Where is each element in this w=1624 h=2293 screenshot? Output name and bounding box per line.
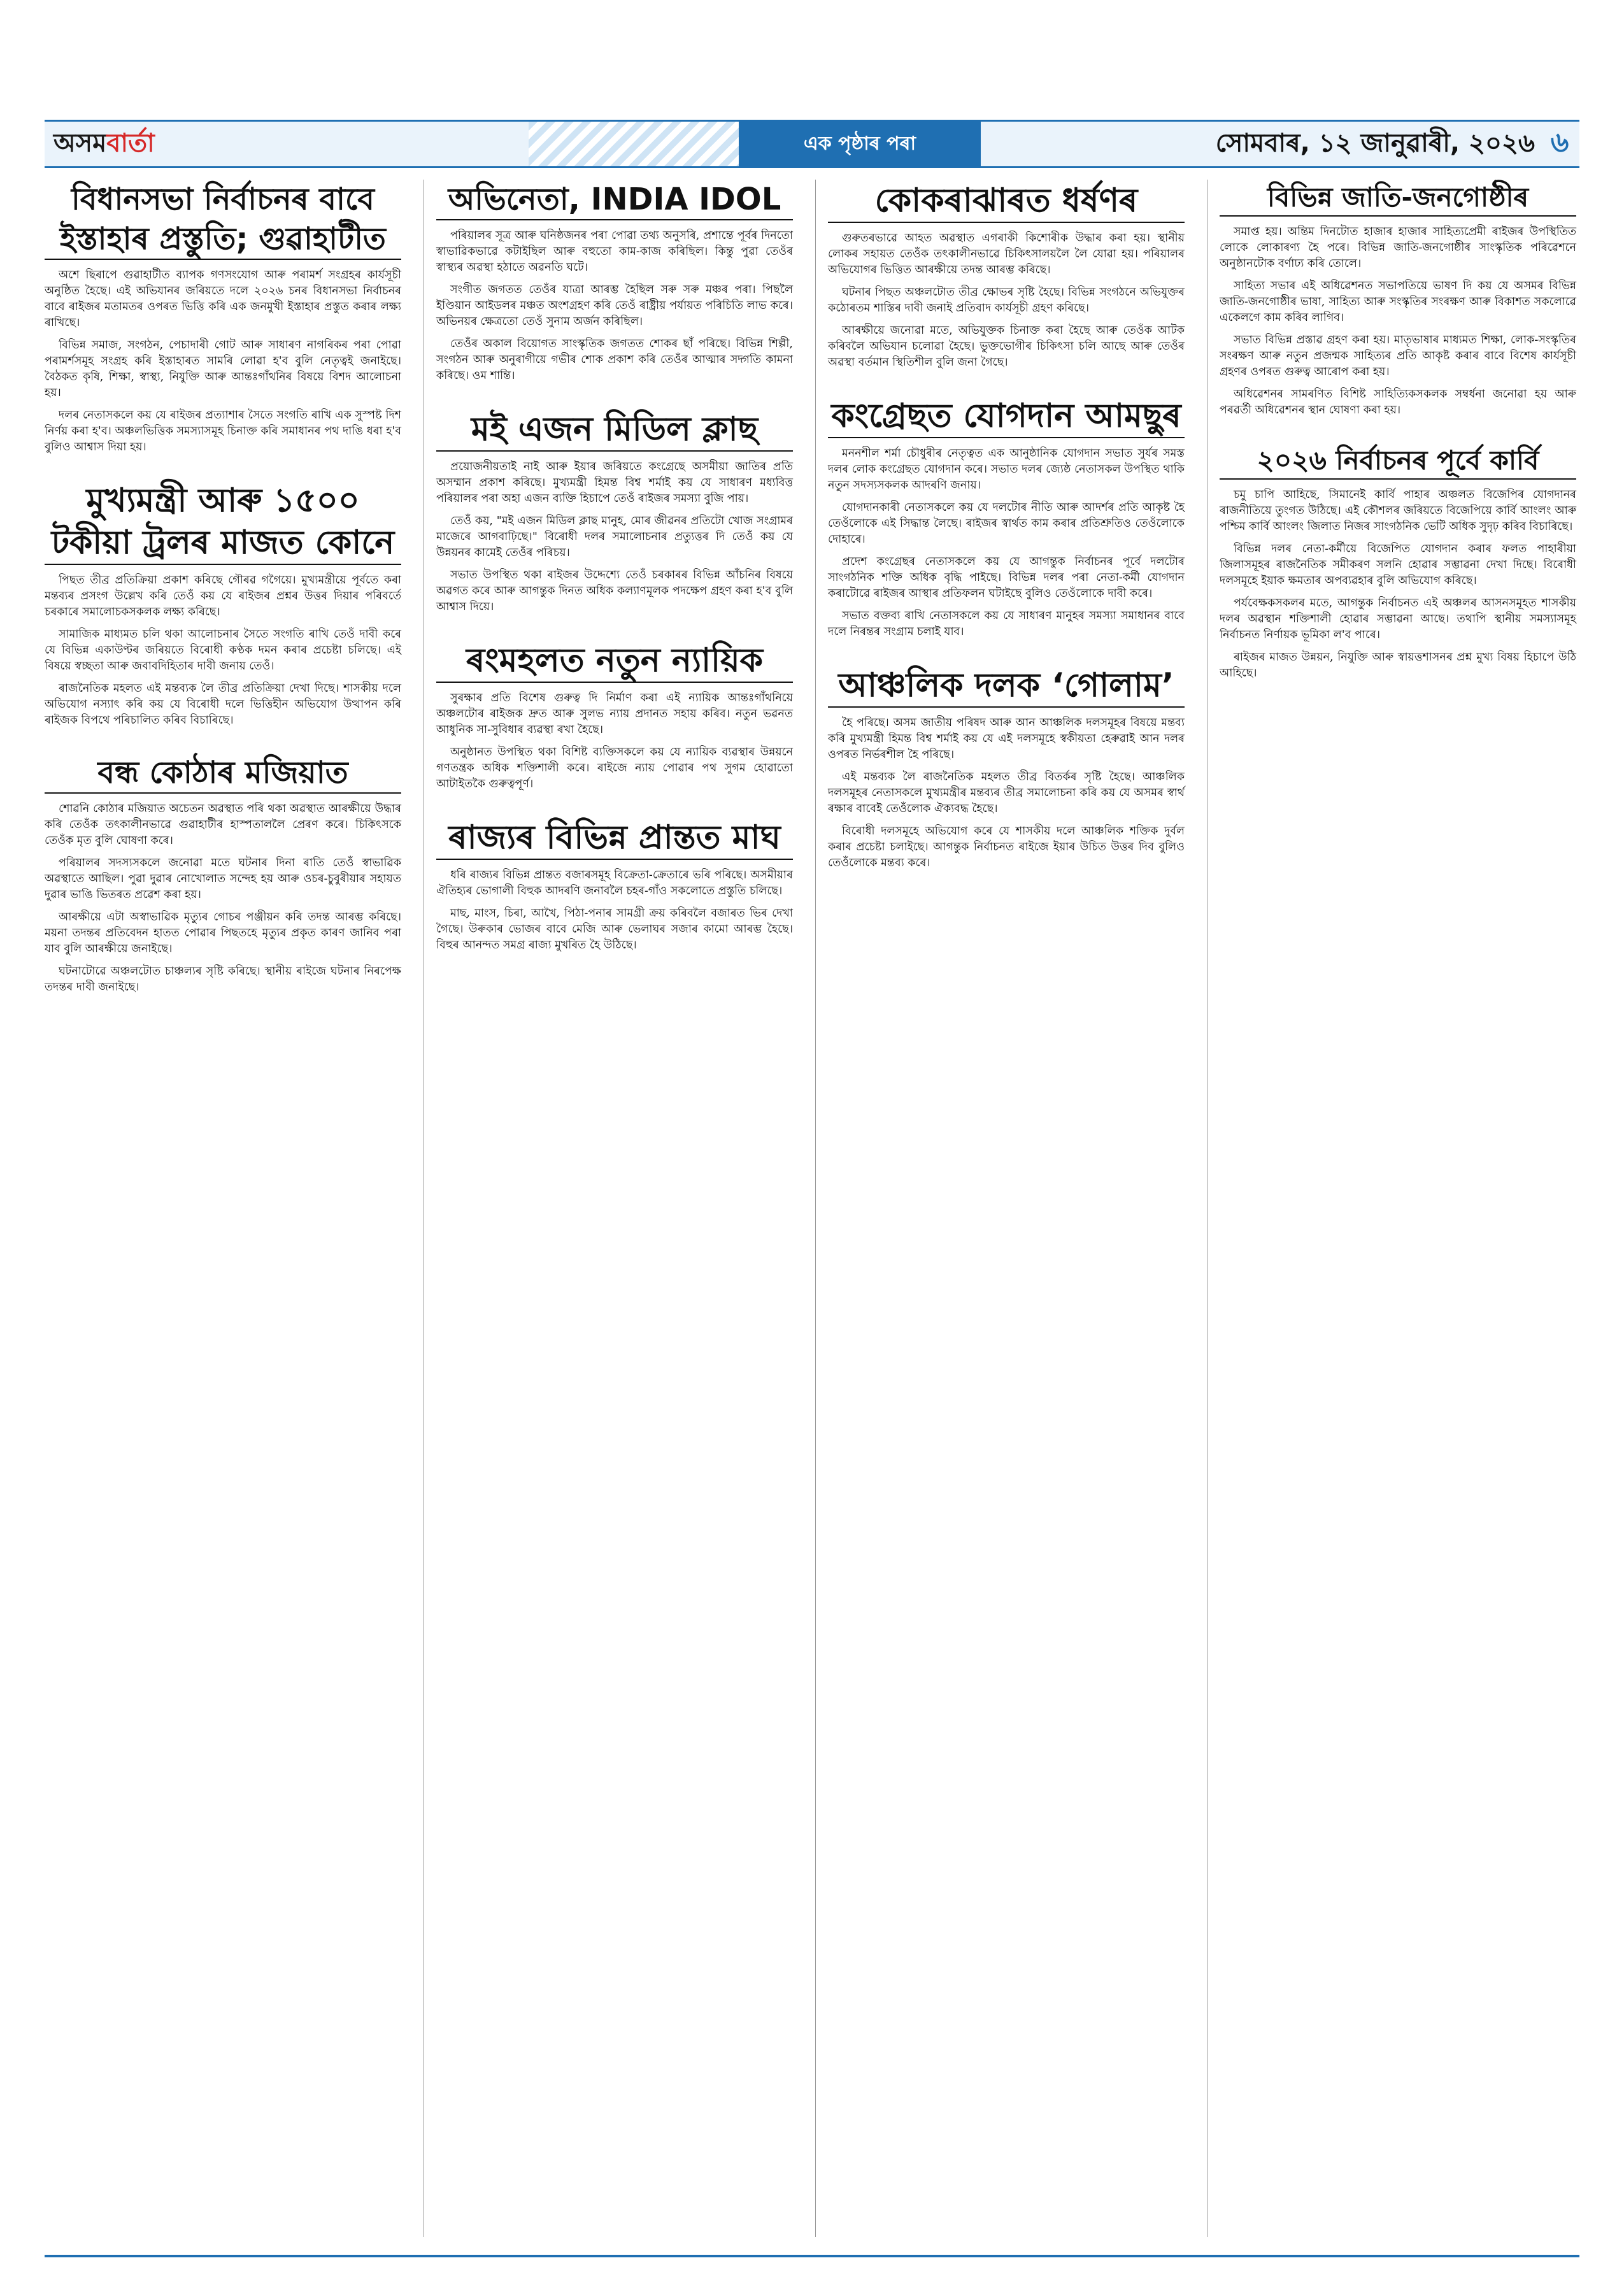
column-3: [828, 180, 1185, 878]
article-paragraph: পিছত তীব্ৰ প্ৰতিক্ৰিয়া প্ৰকাশ কৰিছে গৌৰৱ গগৈয়ে। মুখ্যমন্ত্ৰীয়ে পূৰ্বতে কৰা মন্তব্যৰ প্ৰসংগ উল্লেখ কৰি তেওঁ কয় যে ৰাইজৰ প্ৰশ্নৰ উত্তৰ দিয়াৰ পৰিবৰ্তে চৰকাৰে সমালোচকসকলক লক্ষ্য কৰিছে।: [45, 574, 401, 618]
article-paragraph: আৰক্ষীয়ে এটা অস্বাভাৱিক মৃত্যুৰ গোচৰ পঞ্জীয়ন কৰি তদন্ত আৰম্ভ কৰিছে। ময়না তদন্তৰ প্ৰতিবেদন হাতত পোৱাৰ পিছতহে মৃত্যুৰ প্ৰকৃত কাৰণ জানিব পৰা যাব বুলি আৰক্ষীয়ে জনাইছে।: [45, 911, 401, 955]
headline-regional-parties: আঞ্চলিক দলক ‘গোলাম’: [828, 664, 1185, 708]
column-1: [45, 180, 401, 1002]
article-paragraph: বিভিন্ন দলৰ নেতা-কৰ্মীয়ে বিজেপিত যোগদান কৰাৰ ফলত পাহাৰীয়া জিলাসমূহৰ ৰাজনৈতিক সমীকৰণ সলনি হোৱাৰ সম্ভাৱনা দেখা দিছে। বিৰোধী দলসমূহে ইয়াক ক্ষমতাৰ অপব্যৱহাৰ বুলি অভিযোগ কৰিছে।: [1220, 543, 1576, 587]
headline-middle-class: মই এজন মিডিল ক্লাছ: [436, 408, 793, 452]
article-paragraph: মাছ, মাংস, চিৰা, আখৈ, পিঠা-পনাৰ সামগ্ৰী ক্ৰয় কৰিবলৈ বজাৰত ভিৰ দেখা গৈছে। উৰুকাৰ ভোজৰ বাবে মেজি আৰু ভেলাঘৰ সজাৰ কামো আৰম্ভ হৈছে। বিহুৰ আনন্দত সমগ্ৰ ৰাজ্য মুখৰিত হৈ উঠিছে।: [436, 907, 793, 952]
article-paragraph: শোৱনি কোঠাৰ মজিয়াত অচেতন অৱস্থাত পৰি থকা অৱস্থাত আৰক্ষীয়ে উদ্ধাৰ কৰি তেওঁক তৎকালীনভাৱে গুৱাহাটীৰ হাস্পতাললৈ প্ৰেৰণ কৰে। চিকিৎসকে তেওঁক মৃত বুলি ঘোষণা কৰে।: [45, 803, 401, 847]
logo-part-1: অসম: [53, 128, 107, 158]
issue-date: সোমবাৰ, ১২ জানুৱাৰী, ২০২৬: [1215, 128, 1535, 158]
page-number: ৬: [1550, 125, 1569, 159]
article-paragraph: মননশীল শৰ্মা চৌধুৰীৰ নেতৃত্বত এক আনুষ্ঠানিক যোগদান সভাত সুৰ্যৰ সমস্ত দলৰ লোক কংগ্ৰেছত যোগদান কৰে। সভাত দলৰ জ্যেষ্ঠ নেতাসকল উপস্থিত থাকি নতুন সদস্যসকলক আদৰণি জনায়।: [828, 447, 1185, 492]
article-paragraph: প্ৰদেশ কংগ্ৰেছৰ নেতাসকলে কয় যে আগন্তুক নিৰ্বাচনৰ পূৰ্বে দলটোৰ সাংগঠনিক শক্তি অধিক বৃদ্ধি পাইছে। বিভিন্ন দলৰ পৰা নেতা-কৰ্মী যোগদান কৰাটোৱে ৰাইজৰ আস্থাৰ প্ৰতিফলন ঘটাইছে বুলিও তেওঁলোকে দাবী কৰে।: [828, 555, 1185, 600]
article-paragraph: চমু চাপি আহিছে, সিমানেই কাৰ্বি পাহাৰ অঞ্চলত বিজেপিৰ যোগদানৰ ৰাজনীতিয়ে তুংগত উঠিছে। এই কৌশলৰ জৰিয়তে বিজেপিয়ে কাৰ্বি আংলং আৰু পশ্চিম কাৰ্বি আংলং জিলাত নিজৰ সাংগঠনিক ভেটি অধিক সুদৃঢ় কৰিব বিচাৰিছে।: [1220, 489, 1576, 533]
article-paragraph: ঘটনাৰ পিছত অঞ্চলটোত তীব্ৰ ক্ষোভৰ সৃষ্টি হৈছে। বিভিন্ন সংগঠনে অভিযুক্তৰ কঠোৰতম শাস্তিৰ দাবী জনাই প্ৰতিবাদ কাৰ্যসূচী গ্ৰহণ কৰিছে।: [828, 286, 1185, 315]
column-2: [436, 180, 793, 960]
headline-actor-india-idol: অভিনেতা, INDIA IDOL: [436, 180, 793, 220]
article-paragraph: দলৰ নেতাসকলে কয় যে ৰাইজৰ প্ৰত্যাশাৰ সৈতে সংগতি ৰাখি এক সুস্পষ্ট দিশ নিৰ্ণয় কৰা হ'ব। অঞ্চলভিত্তিক সমস্যাসমূহ চিনাক্ত কৰি সমাধানৰ পথ দাঙি ধৰা হ'ব বুলিও আশ্বাস দিয়া হয়।: [45, 409, 401, 454]
article-paragraph: ৰাজনৈতিক মহলত এই মন্তব্যক লৈ তীব্ৰ প্ৰতিক্ৰিয়া দেখা দিছে। শাসকীয় দলে অভিযোগ নস্যাৎ কৰি কয় যে বিৰোধী দলে ভিত্তিহীন অভিযোগ উত্থাপন কৰি ৰাইজক বিপথে পৰিচালিত কৰিব বিচাৰিছে।: [45, 682, 401, 727]
page-bottom-rule: [45, 2255, 1579, 2257]
article-paragraph: গুৰুতৰভাৱে আহত অৱস্থাত এগৰাকী কিশোৰীক উদ্ধাৰ কৰা হয়। স্থানীয় লোকৰ সহায়ত তেওঁক তৎকালীনভাৱে চিকিৎসালয়লৈ লৈ যোৱা হয়। পৰিয়ালৰ অভিযোগৰ ভিত্তিত আৰক্ষীয়ে তদন্ত আৰম্ভ কৰিছে।: [828, 232, 1185, 276]
article-paragraph: প্ৰয়োজনীয়তাই নাই আৰু ইয়াৰ জৰিয়তে কংগ্ৰেছে অসমীয়া জাতিৰ প্ৰতি অসম্মান প্ৰকাশ কৰিছে। মুখ্যমন্ত্ৰী হিমন্ত বিশ্ব শৰ্মাই কয় যে সাধাৰণ মধ্যবিত্ত পৰিয়ালৰ পৰা অহা এজন ব্যক্তি হিচাপে তেওঁ ৰাইজৰ সমস্যা বুজি পায়।: [436, 461, 793, 505]
article-paragraph: সভাত বিভিন্ন প্ৰস্তাৱ গ্ৰহণ কৰা হয়। মাতৃভাষাৰ মাধ্যমত শিক্ষা, লোক-সংস্কৃতিৰ সংৰক্ষণ আৰু নতুন প্ৰজন্মক সাহিত্যৰ প্ৰতি আকৃষ্ট কৰাৰ বাবে বিশেষ কাৰ্যসূচী গ্ৰহণৰ ওপৰত গুৰুত্ব আৰোপ কৰা হয়।: [1220, 334, 1576, 378]
column-divider: [815, 180, 816, 2237]
article-paragraph: সুৰক্ষাৰ প্ৰতি বিশেষ গুৰুত্ব দি নিৰ্মাণ কৰা এই ন্যায়িক আন্তঃগাঁথনিয়ে অঞ্চলটোৰ ৰাইজক দ্ৰুত আৰু সুলভ ন্যায় প্ৰদানত সহায় কৰিব। নতুন ভৱনত আধুনিক সা-সুবিধাৰ ব্যৱস্থা ৰখা হৈছে।: [436, 692, 793, 736]
article-paragraph: সাহিত্য সভাৰ এই অধিৱেশনত সভাপতিয়ে ভাষণ দি কয় যে অসমৰ বিভিন্ন জাতি-জনগোষ্ঠীৰ ভাষা, সাহিত্য আৰু সংস্কৃতিৰ সংৰক্ষণ আৰু বিকাশত সকলোৱে একেলগে কাম কৰিব লাগিব।: [1220, 280, 1576, 324]
article-paragraph: অনুষ্ঠানত উপস্থিত থকা বিশিষ্ট ব্যক্তিসকলে কয় যে ন্যায়িক ব্যৱস্থাৰ উন্নয়নে গণতন্ত্ৰক অধিক শক্তিশালী কৰে। ৰাইজে ন্যায় পোৱাৰ পথ সুগম হোৱাতো আটাইতকৈ গুৰুত্বপূৰ্ণ।: [436, 746, 793, 790]
article-paragraph: ধৰি ৰাজ্যৰ বিভিন্ন প্ৰান্তত বজাৰসমূহ বিক্ৰেতা-ক্ৰেতাৰে ভৰি পৰিছে। অসমীয়াৰ ঐতিহ্যৰ ভোগালী বিহুক আদৰণি জনাবলৈ চহৰ-গাঁও সকলোতে প্ৰস্তুতি চলিছে।: [436, 869, 793, 897]
article-paragraph: সভাত উপস্থিত থকা ৰাইজৰ উদ্দেশ্যে তেওঁ চৰকাৰৰ বিভিন্ন আঁচনিৰ বিষয়ে অৱগত কৰে আৰু আগন্তুক দিনত অধিক কল্যাণমূলক পদক্ষেপ গ্ৰহণ কৰা হ'ব বুলি আশ্বাস দিয়ে।: [436, 569, 793, 613]
article-paragraph: পৰ্যবেক্ষকসকলৰ মতে, আগন্তুক নিৰ্বাচনত এই অঞ্চলৰ আসনসমূহত শাসকীয় দলৰ অৱস্থান শক্তিশালী হোৱাৰ সম্ভাৱনা আছে। তথাপি স্থানীয় সমস্যাসমূহ নিৰ্বাচনত নিৰ্ণায়ক ভূমিকা ল'ব পাৰে।: [1220, 597, 1576, 641]
article-paragraph: তেওঁৰ অকাল বিয়োগত সাংস্কৃতিক জগতত শোকৰ ছাঁ পৰিছে। বিভিন্ন শিল্পী, সংগঠন আৰু অনুৰাগীয়ে গভীৰ শোক প্ৰকাশ কৰি তেওঁৰ আত্মাৰ সদ্গতি কামনা কৰিছে। ওম শান্তি।: [436, 338, 793, 382]
headline-closed-room: বন্ধ কোঠাৰ মজিয়াত: [45, 753, 401, 794]
headline-ethnic-communities: বিভিন্ন জাতি-জনগোষ্ঠীৰ: [1220, 180, 1576, 217]
masthead: [45, 120, 1579, 168]
article-paragraph: ৰাইজৰ মাজত উন্নয়ন, নিযুক্তি আৰু স্বায়ত্তশাসনৰ প্ৰশ্ন মুখ্য বিষয় হিচাপে উঠি আহিছে।: [1220, 651, 1576, 680]
newspaper-logo: [45, 122, 245, 166]
article-paragraph: অশে ছিৰাপে গুৱাহাটীত ব্যাপক গণসংযোগ আৰু পৰামৰ্শ সংগ্ৰহৰ কাৰ্যসূচী অনুষ্ঠিত হৈছে। এই অভিযানৰ জৰিয়তে দলে ২০২৬ চনৰ বিধানসভা নিৰ্বাচনৰ বাবে ৰাইজৰ মতামতৰ ওপৰত ভিত্তি কৰি এক জনমুখী ইস্তাহাৰ প্ৰস্তুত কৰাৰ লক্ষ্য ৰাখিছে।: [45, 269, 401, 329]
column-4: [1220, 180, 1576, 688]
article-paragraph: পৰিয়ালৰ সূত্ৰ আৰু ঘনিষ্ঠজনৰ পৰা পোৱা তথ্য অনুসৰি, প্ৰশান্তে পূৰ্বৰ দিনতো স্বাভাৱিকভাৱে কটাইছিল আৰু বহুতো কাম-কাজ কৰিছিল। কিন্তু পুৱা তেওঁৰ স্বাস্থ্যৰ অৱস্থা হঠাতে অৱনতি ঘটে।: [436, 229, 793, 274]
article-paragraph: সংগীত জগতত তেওঁৰ যাত্ৰা আৰম্ভ হৈছিল সৰু সৰু মঞ্চৰ পৰা। পিছলৈ ইণ্ডিয়ান আইডলৰ মঞ্চত অংশগ্ৰহণ কৰি তেওঁ ৰাষ্ট্ৰীয় পৰ্যায়ত পৰিচিতি লাভ কৰে। অভিনয়ৰ ক্ষেত্ৰতো তেওঁ সুনাম অৰ্জন কৰিছিল।: [436, 283, 793, 328]
article-paragraph: হৈ পৰিছে। অসম জাতীয় পৰিষদ আৰু আন আঞ্চলিক দলসমূহৰ বিষয়ে মন্তব্য কৰি মুখ্যমন্ত্ৰী হিমন্ত বিশ্ব শৰ্মাই কয় যে এই দলসমূহে স্বকীয়তা হেৰুৱাই আন দলৰ ওপৰত নিৰ্ভৰশীল হৈ পৰিছে।: [828, 717, 1185, 761]
article-paragraph: বিভিন্ন সমাজ, সংগঠন, পেচাদাৰী গোট আৰু সাধাৰণ নাগৰিকৰ পৰা পোৱা পৰামৰ্শসমূহ সংগ্ৰহ কৰি ইস্তাহাৰত সামৰি লোৱা হ'ব বুলি নেতৃত্বই জনাইছে। বৈঠকত কৃষি, শিক্ষা, স্বাস্থ্য, নিযুক্তি আৰু আন্তঃগাঁথনিৰ বিষয়ে বিশদ আলোচনা হয়।: [45, 339, 401, 399]
masthead-stripe-decoration: [529, 122, 739, 166]
article-paragraph: সমাপ্ত হয়। অন্তিম দিনটোত হাজাৰ হাজাৰ সাহিত্যপ্ৰেমী ৰাইজৰ উপস্থিতিত লোকে লোকাৰণ্য হৈ পৰে। বিভিন্ন জাতি-জনগোষ্ঠীৰ সাংস্কৃতিক পৰিৱেশনে অনুষ্ঠানটোক বৰ্ণাঢ্য কৰি তোলে।: [1220, 225, 1576, 270]
section-label: এক পৃষ্ঠাৰ পৰা: [739, 122, 981, 166]
headline-magh-across-state: ৰাজ্যৰ বিভিন্ন প্ৰান্তত মাঘ: [436, 817, 793, 860]
article-paragraph: পৰিয়ালৰ সদস্যসকলে জনোৱা মতে ঘটনাৰ দিনা ৰাতি তেওঁ স্বাভাৱিক অৱস্থাতে আছিল। পুৱা দুৱাৰ নোখোলাত সন্দেহ হয় আৰু ওচৰ-চুবুৰীয়াৰ সহায়ত দুৱাৰ ভাঙি ভিতৰত প্ৰৱেশ কৰা হয়।: [45, 857, 401, 901]
headline-karbi-2026: ২০২৬ নিৰ্বাচনৰ পূৰ্বে কাৰ্বি: [1220, 443, 1576, 480]
headline-rangmahal-judicial: ৰংমহলত নতুন ন্যায়িক: [436, 639, 793, 683]
article-paragraph: যোগদানকাৰী নেতাসকলে কয় যে দলটোৰ নীতি আৰু আদৰ্শৰ প্ৰতি আকৃষ্ট হৈ তেওঁলোকে এই সিদ্ধান্ত লৈছে। ৰাইজৰ স্বাৰ্থত কাম কৰাৰ প্ৰতিশ্ৰুতিও তেওঁলোকে দোহাৰে।: [828, 501, 1185, 546]
headline-congress-joining: কংগ্ৰেছত যোগদান আমছুৰ: [828, 395, 1185, 438]
article-paragraph: অধিৱেশনৰ সামৰণিত বিশিষ্ট সাহিত্যিকসকলক সম্বৰ্ধনা জনোৱা হয় আৰু পৰৱৰ্তী অধিৱেশনৰ স্থান ঘোষণা কৰা হয়।: [1220, 388, 1576, 417]
headline-assembly-manifesto: বিধানসভা নিৰ্বাচনৰ বাবে ইস্তাহাৰ প্ৰস্তুতি; গুৱাহাটীত: [45, 180, 401, 260]
article-paragraph: ঘটনাটোৱে অঞ্চলটোত চাঞ্চল্যৰ সৃষ্টি কৰিছে। স্থানীয় ৰাইজে ঘটনাৰ নিৰপেক্ষ তদন্তৰ দাবী জনাইছে।: [45, 965, 401, 994]
article-paragraph: বিৰোধী দলসমূহে অভিযোগ কৰে যে শাসকীয় দলে আঞ্চলিক শক্তিক দুৰ্বল কৰাৰ প্ৰচেষ্টা চলাইছে। আগন্তুক নিৰ্বাচনত ৰাইজে ইয়াৰ উচিত উত্তৰ দিব বুলিও তেওঁলোকে মন্তব্য কৰে।: [828, 825, 1185, 869]
article-paragraph: সভাত বক্তব্য ৰাখি নেতাসকলে কয় যে সাধাৰণ মানুহৰ সমস্যা সমাধানৰ বাবে দলে নিৰন্তৰ সংগ্ৰাম চলাই যাব।: [828, 610, 1185, 638]
article-paragraph: তেওঁ কয়, "মই এজন মিডিল ক্লাছ মানুহ, মোৰ জীৱনৰ প্ৰতিটো খোজ সংগ্ৰামৰ মাজেৰে আগবাঢ়িছে।" বিৰোধী দলৰ সমালোচনাৰ প্ৰত্যুত্তৰ দি তেওঁ কয় যে উন্নয়নৰ কামেই তেওঁৰ পৰিচয়।: [436, 515, 793, 559]
article-paragraph: আৰক্ষীয়ে জনোৱা মতে, অভিযুক্তক চিনাক্ত কৰা হৈছে আৰু তেওঁক আটক কৰিবলৈ অভিযান চলোৱা হৈছে। ভুক্তভোগীৰ চিকিৎসা চলি আছে আৰু তেওঁৰ অৱস্থা বৰ্তমান স্থিতিশীল বুলি জনা গৈছে।: [828, 324, 1185, 369]
article-paragraph: এই মন্তব্যক লৈ ৰাজনৈতিক মহলত তীব্ৰ বিতৰ্কৰ সৃষ্টি হৈছে। আঞ্চলিক দলসমূহৰ নেতাসকলে মুখ্যমন্ত্ৰীৰ মন্তব্যৰ তীব্ৰ সমালোচনা কৰি কয় যে অসমৰ স্বাৰ্থ ৰক্ষাৰ বাবেই তেওঁলোক ঐক্যবদ্ধ হৈছে।: [828, 771, 1185, 815]
headline-cm-trolls: মুখ্যমন্ত্ৰী আৰু ১৫০০ টকীয়া ট্ৰলৰ মাজত কোনে: [45, 480, 401, 565]
logo-part-2: বাৰ্তা: [106, 128, 155, 158]
article-paragraph: সামাজিক মাধ্যমত চলি থকা আলোচনাৰ সৈতে সংগতি ৰাখি তেওঁ দাবী কৰে যে বিভিন্ন একাউণ্টৰ জৰিয়তে বিৰোধী কণ্ঠক দমন কৰাৰ প্ৰচেষ্টা চলিছে। এই বিষয়ে স্বচ্ছতা আৰু জবাবদিহিতাৰ দাবী জনায় তেওঁ।: [45, 628, 401, 673]
headline-kokrajhar: কোকৰাঝাৰত ধৰ্ষণৰ: [828, 180, 1185, 223]
